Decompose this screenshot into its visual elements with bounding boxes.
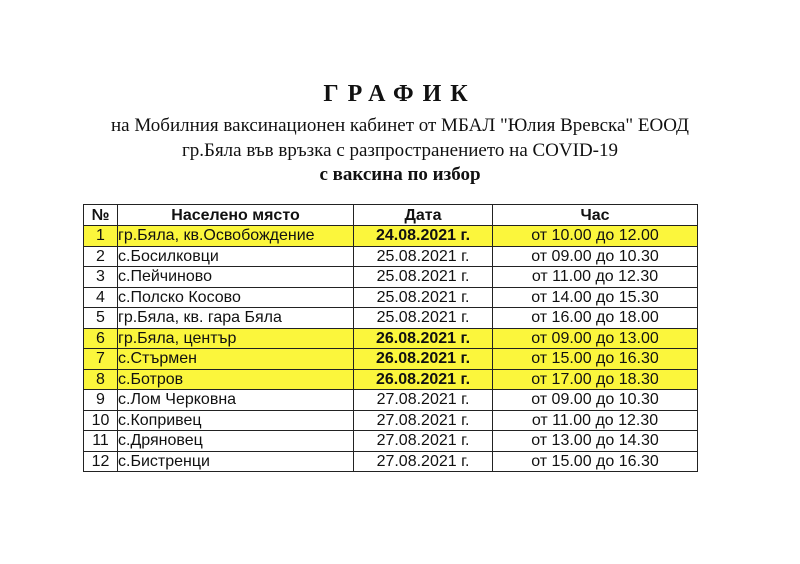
- row-date: 26.08.2021 г.: [354, 328, 493, 349]
- row-date: 27.08.2021 г.: [354, 451, 493, 472]
- row-place: гр.Бяла, център: [118, 328, 354, 349]
- table-row: [84, 226, 698, 247]
- column-header-place: Населено място: [118, 205, 354, 226]
- row-place: с.Ботров: [118, 369, 354, 390]
- row-date: 25.08.2021 г.: [354, 308, 493, 329]
- table-row: [84, 431, 698, 452]
- column-header-number: №: [84, 205, 118, 226]
- row-time: от 09.00 до 13.00: [493, 328, 698, 349]
- row-number: 7: [84, 349, 118, 370]
- row-number: 9: [84, 390, 118, 411]
- row-number: 2: [84, 246, 118, 267]
- row-time: от 16.00 до 18.00: [493, 308, 698, 329]
- row-number: 12: [84, 451, 118, 472]
- column-header-date: Дата: [354, 205, 493, 226]
- row-place: гр.Бяла, кв.Освобождение: [118, 226, 354, 247]
- row-time: от 09.00 до 10.30: [493, 390, 698, 411]
- row-time: от 09.00 до 10.30: [493, 246, 698, 267]
- table-row: [84, 287, 698, 308]
- row-number: 6: [84, 328, 118, 349]
- row-date: 27.08.2021 г.: [354, 410, 493, 431]
- row-time: от 10.00 до 12.00: [493, 226, 698, 247]
- column-header-time: Час: [493, 205, 698, 226]
- row-time: от 14.00 до 15.30: [493, 287, 698, 308]
- row-number: 4: [84, 287, 118, 308]
- row-time: от 13.00 до 14.30: [493, 431, 698, 452]
- row-date: 26.08.2021 г.: [354, 369, 493, 390]
- table-row: [84, 349, 698, 370]
- table-row: [84, 246, 698, 267]
- row-date: 27.08.2021 г.: [354, 431, 493, 452]
- table-row: [84, 267, 698, 288]
- row-place: с.Полско Косово: [118, 287, 354, 308]
- row-time: от 15.00 до 16.30: [493, 349, 698, 370]
- row-place: с.Дряновец: [118, 431, 354, 452]
- row-time: от 11.00 до 12.30: [493, 410, 698, 431]
- table-row: [84, 390, 698, 411]
- row-date: 26.08.2021 г.: [354, 349, 493, 370]
- row-place: гр.Бяла, кв. гара Бяла: [118, 308, 354, 329]
- row-place: с.Стърмен: [118, 349, 354, 370]
- row-place: с.Босилковци: [118, 246, 354, 267]
- row-number: 11: [84, 431, 118, 452]
- table-row: [84, 369, 698, 390]
- row-number: 1: [84, 226, 118, 247]
- row-place: с.Лом Черковна: [118, 390, 354, 411]
- row-time: от 11.00 до 12.30: [493, 267, 698, 288]
- subtitle-line-3: с ваксина по избор: [319, 164, 481, 185]
- table-row: [84, 451, 698, 472]
- schedule-table: [83, 204, 698, 472]
- table-header-row: [84, 205, 698, 226]
- row-time: от 17.00 до 18.30: [493, 369, 698, 390]
- subtitle-line-2: гр.Бяла във връзка с разпространението на COVID-19: [181, 140, 618, 161]
- document-title: ГРАФИК: [323, 81, 477, 107]
- row-time: от 15.00 до 16.30: [493, 451, 698, 472]
- row-place: с.Пейчиново: [118, 267, 354, 288]
- row-number: 5: [84, 308, 118, 329]
- row-date: 27.08.2021 г.: [354, 390, 493, 411]
- row-number: 3: [84, 267, 118, 288]
- table-body: [84, 226, 698, 472]
- row-date: 25.08.2021 г.: [354, 287, 493, 308]
- row-place: с.Бистренци: [118, 451, 354, 472]
- row-number: 8: [84, 369, 118, 390]
- table-row: [84, 308, 698, 329]
- row-number: 10: [84, 410, 118, 431]
- row-date: 24.08.2021 г.: [354, 226, 493, 247]
- subtitle-line-1: на Мобилния ваксинационен кабинет от МБАЛ "Юлия Вревска" ЕООД: [111, 115, 689, 136]
- row-date: 25.08.2021 г.: [354, 246, 493, 267]
- table-row: [84, 410, 698, 431]
- row-date: 25.08.2021 г.: [354, 267, 493, 288]
- table-row: [84, 328, 698, 349]
- row-place: с.Копривец: [118, 410, 354, 431]
